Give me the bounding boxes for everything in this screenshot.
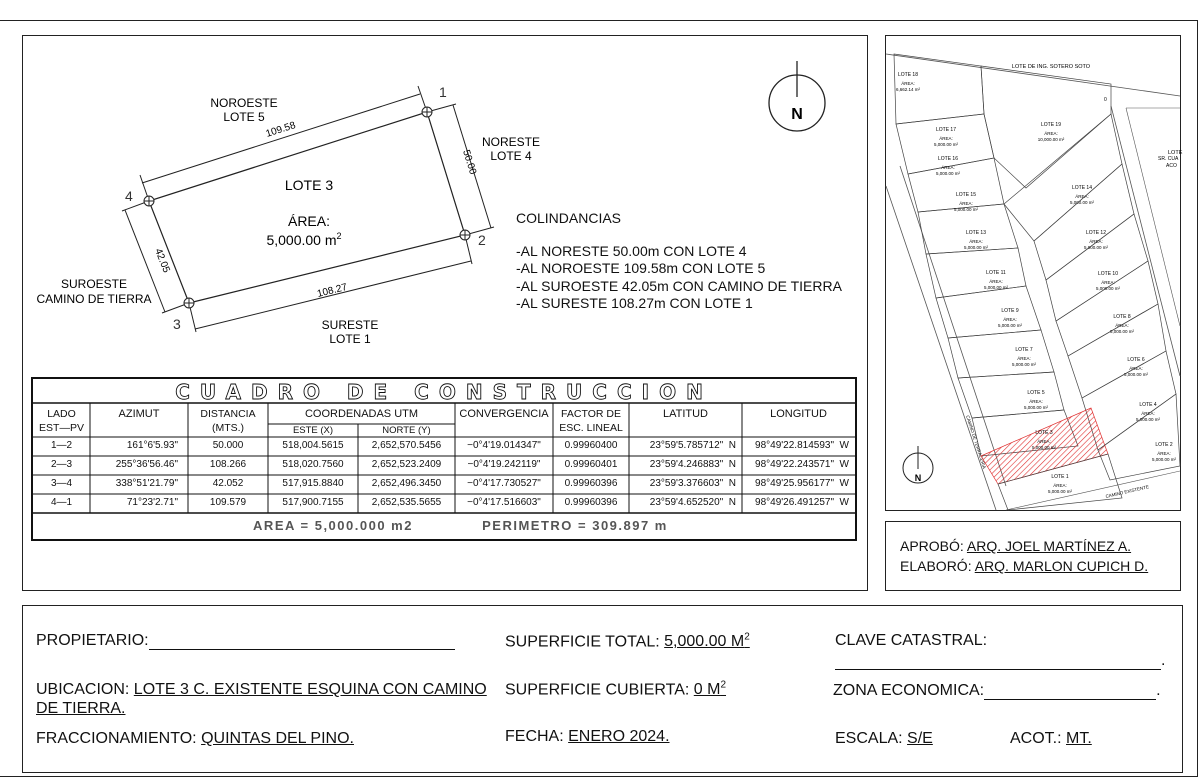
map-lot-name: LOTE 15 [955, 192, 977, 198]
vertex-1-marker [422, 107, 432, 117]
map-lot-area-label: ÁREA: [939, 136, 953, 141]
fraccionamiento-value: QUINTAS DEL PINO. [201, 730, 354, 747]
table-cell-azimut: 161°6'5.93" [126, 440, 178, 451]
map-north-arrow-icon [903, 446, 933, 483]
table-cell-norte: 2,652,523.2409 [371, 459, 442, 470]
map-lot-area-label: ÁREA: [1089, 239, 1103, 244]
table-cell-azimut: 338°51'21.79" [115, 478, 178, 489]
map-lot-area: 5,000.00 m² [1023, 405, 1049, 410]
map-lot [1034, 164, 1134, 280]
header-azimut: AZIMUT [118, 408, 160, 420]
acot-value: MT. [1066, 730, 1092, 747]
colindancia-line: -AL SURESTE 108.27m CON LOTE 1 [516, 295, 753, 311]
neighbor-noroeste-lot: LOTE 5 [223, 110, 265, 124]
header-coordenadas: COORDENADAS UTM [304, 408, 419, 420]
vertex-label-2: 2 [478, 232, 486, 248]
map-lot-outline [1004, 114, 1122, 241]
north-arrow-icon [769, 61, 825, 131]
neighbor-suroeste-lot: CAMINO DE TIERRA [36, 292, 152, 306]
map-lot-area-label: ÁREA: [1003, 317, 1017, 322]
side-length-suroeste: 42.05 [152, 247, 172, 275]
superficie-total-field: SUPERFICIE TOTAL: 5,000.00 $M^2$ [505, 632, 750, 651]
table-cell-este: 517,915.8840 [282, 478, 344, 489]
side-length-sureste: 108.27 [316, 281, 349, 300]
table-row [33, 456, 855, 475]
map-lot-name: LOTE 10 [1097, 271, 1119, 277]
map-lot-area: 5,000.00 m² [963, 245, 989, 250]
map-lot-area-label: ÁREA: [1129, 366, 1143, 371]
table-cell-conv: −0°4'19.014347" [467, 440, 541, 451]
map-lot-area-label: ÁREA: [1017, 356, 1031, 361]
map-lot-area: 5,000.00 m² [933, 142, 959, 147]
vertex-label-4: 4 [125, 188, 133, 204]
map-lot [936, 270, 1041, 338]
vertex-label-1: 1 [439, 84, 447, 100]
map-point-label: 0 [1104, 97, 1107, 103]
map-lot-name: LOTE 6 [1127, 357, 1145, 363]
perimetro-footer: PERIMETRO = 309.897 m [482, 518, 668, 533]
map-lot-area: 5,000.00 m² [953, 207, 979, 212]
map-lot-area-label: ÁREA: [1029, 399, 1043, 404]
map-lot-area: 5,000.00 m² [997, 323, 1023, 328]
table-cell-este: 518,004.5615 [282, 440, 344, 451]
map-lot-outline [908, 158, 1004, 212]
propietario-field: PROPIETARIO: [36, 632, 455, 650]
map-lot-area-label: ÁREA: [989, 279, 1003, 284]
superficie-cubierta-field: SUPERFICIE CUBIERTA: 0 $M^2$ [505, 680, 727, 699]
map-lot-area: 5,000.00 m² [1123, 372, 1149, 377]
header-factor: FACTOR DE ESC. LINEAL [559, 408, 623, 434]
table-cell-lat: 23°59'5.785712" N [649, 440, 736, 451]
lot-plan-drawing [22, 35, 868, 380]
ubicacion-value-line2: DE TIERRA. [36, 700, 126, 717]
header-longitud: LONGITUD [770, 408, 827, 420]
vertex-4-marker [144, 196, 154, 206]
table-cell-norte: 2,652,570.5456 [371, 440, 442, 451]
svg-text:N: N [914, 473, 922, 483]
lot-area-label: ÁREA: [287, 213, 331, 229]
map-lot-area-label: ÁREA: [1157, 451, 1171, 456]
aprobo-value: ARQ. JOEL MARTÍNEZ A. [966, 538, 1132, 554]
table-row [33, 475, 855, 494]
map-lot-name: LOTE 14 [1071, 185, 1093, 191]
approvals-panel [885, 521, 1181, 591]
table-cell-conv: −0°4'17.516603" [467, 497, 541, 508]
table-cell-conv: −0°4'19.242119" [467, 459, 541, 470]
construction-table-title [33, 379, 855, 403]
header-latitud: LATITUD [662, 408, 709, 420]
map-edge-label: LOTE [1168, 150, 1183, 156]
neighbor-sureste-direction: SURESTE [321, 318, 379, 332]
table-cell-norte: 2,652,535.5655 [371, 497, 442, 508]
table-cell-dist: 42.052 [212, 478, 244, 489]
map-lot [958, 347, 1064, 418]
table-cell-lat: 23°59'4.246883" N [649, 459, 736, 470]
map-lot-area-label: ÁREA: [1141, 411, 1155, 416]
construction-table-footer [33, 513, 855, 539]
map-lot-area: 6,662.14 m² [895, 87, 921, 92]
construction-table [31, 377, 857, 541]
map-lot-name: LOTE 16 [937, 156, 959, 162]
map-lot-area-label: ÁREA: [901, 81, 915, 86]
map-lot-outline [948, 330, 1054, 378]
map-lot-name: LOTE 7 [1015, 347, 1033, 353]
table-cell-este: 518,020.7560 [282, 459, 344, 470]
map-lot-area: 5,000.00 m² [1095, 286, 1121, 291]
map-lot-area: 5,000.00 m² [1031, 445, 1057, 450]
map-lot-area-label: ÁREA: [969, 239, 983, 244]
map-lot [908, 156, 1004, 212]
map-lot-name: LOTE 2 [1155, 442, 1173, 448]
neighbor-noreste-lot: LOTE 4 [490, 149, 532, 163]
map-lot-area: 5,000.00 m² [1011, 362, 1037, 367]
clave-catastral-field: CLAVE CATASTRAL: [835, 632, 988, 649]
map-lot-name: LOTE 18 [897, 72, 919, 78]
vertex-2-marker [460, 230, 470, 240]
map-lot-area: 5,000.00 m² [1135, 417, 1161, 422]
map-lot-area-label: ÁREA: [1101, 280, 1115, 285]
table-cell-lon: 98°49'22.814593" W [755, 440, 849, 451]
table-cell-factor: 0.99960396 [564, 497, 618, 508]
map-lot [1004, 114, 1122, 241]
elaboro-line: ELABORÓ: ARQ. MARLON CUPICH D. [900, 558, 1149, 574]
neighbor-noroeste-direction: NOROESTE [210, 96, 278, 110]
map-lot-name: LOTE 9 [1001, 308, 1019, 314]
map-lot-name: LOTE 12 [1085, 230, 1107, 236]
fecha-field: FECHA: ENERO 2024. [505, 728, 670, 745]
escala-value: S/E [907, 730, 933, 747]
map-lot-area: 5,000.00 m² [1047, 489, 1073, 494]
map-lot-area-label: ÁREA: [1044, 131, 1058, 136]
colindancias-block [516, 210, 842, 313]
map-lot-outline [1034, 164, 1134, 280]
vertex-3-marker [184, 298, 194, 308]
svg-text:CUADRO DE CONSTRUCCION: CUADRO DE CONSTRUCCION [175, 380, 713, 404]
map-lot-area-label: ÁREA: [1115, 323, 1129, 328]
escala-field: ESCALA: S/E [835, 730, 933, 747]
table-cell-norte: 2,652,496.3450 [371, 478, 442, 489]
map-lot [981, 66, 1111, 188]
map-lot-area: 5,000.00 m² [1069, 200, 1095, 205]
map-lot-area-label: ÁREA: [959, 201, 973, 206]
colindancia-line: -AL NORESTE 50.00m CON LOTE 4 [516, 242, 747, 259]
map-lot-area-label: ÁREA: [1075, 194, 1089, 199]
table-cell-azimut: 255°36'56.46" [115, 459, 178, 470]
table-cell-factor: 0.99960401 [564, 459, 618, 470]
map-road-left-label: CAMINO DE TERRACERIA [965, 414, 988, 470]
table-cell-factor: 0.99960396 [564, 478, 618, 489]
table-cell-lado: 1—2 [50, 440, 73, 451]
header-lado: LADO EST—PV [39, 408, 84, 434]
map-lot-area: 10,000.00 m² [1037, 137, 1065, 142]
header-este: ESTE (X) [292, 425, 334, 436]
area-footer: AREA = 5,000.000 m2 [253, 518, 413, 533]
zona-economica-field: ZONA ECONOMICA: . [833, 682, 1161, 699]
map-road-top-label: LOTE DE ING. SOTERO SOTO [1011, 64, 1091, 70]
ubicacion-value: LOTE 3 C. EXISTENTE ESQUINA CON CAMINO [133, 681, 487, 698]
table-cell-lon: 98°49'26.491257" W [755, 497, 849, 508]
table-cell-azimut: 71°23'2.71" [126, 497, 178, 508]
table-cell-este: 517,900.7155 [282, 497, 344, 508]
table-cell-lado: 4—1 [50, 497, 73, 508]
subdivision-map [886, 36, 1183, 510]
map-lot-area: 5,000.00 m² [1109, 329, 1135, 334]
location-map-panel [885, 35, 1181, 511]
table-cell-factor: 0.99960400 [564, 440, 618, 451]
map-lot-name: LOTE 11 [986, 270, 1006, 276]
neighbor-suroeste-direction: SUROESTE [60, 277, 128, 291]
acot-field: ACOT.: MT. [1010, 730, 1092, 747]
map-lot [981, 408, 1108, 484]
neighbor-noreste-direction: NORESTE [481, 135, 541, 149]
header-norte: NORTE (Y) [382, 425, 431, 436]
map-lot-area: 5,000.00 m² [1083, 245, 1109, 250]
side-length-noroeste: 109.58 [264, 120, 298, 140]
table-cell-lado: 2—3 [50, 459, 73, 470]
colindancia-line: -AL SUROESTE 42.05m CON CAMINO DE TIERRA [516, 277, 842, 294]
map-lot [894, 54, 984, 124]
map-lot-area-label: ÁREA: [1037, 439, 1051, 444]
lot-area-value: 5,000.00 $m^2$ [266, 231, 342, 248]
map-lot-name: LOTE 8 [1113, 314, 1131, 320]
map-lot-name: LOTE 4 [1139, 402, 1157, 408]
table-cell-lon: 98°49'22.243571" W [755, 459, 849, 470]
table-row [33, 494, 855, 513]
table-cell-dist: 108.266 [209, 459, 247, 470]
map-lot-area-label: ÁREA: [941, 165, 955, 170]
colindancia-line: -AL NOROESTE 109.58m CON LOTE 5 [516, 260, 766, 276]
map-edge-label: SR. CUA [1158, 156, 1179, 162]
lot-title: LOTE 3 [284, 177, 334, 193]
map-edge-label: ACO [1166, 163, 1177, 169]
map-lot-area-label: ÁREA: [1053, 483, 1067, 488]
vertex-label-3: 3 [173, 316, 181, 332]
table-cell-conv: −0°4'17.730527" [467, 478, 541, 489]
dimension-line-noroeste [142, 94, 420, 183]
map-lot-name: LOTE 13 [965, 230, 987, 236]
table-cell-lat: 23°59'3.376603" N [649, 478, 736, 489]
header-convergencia: CONVERGENCIA [459, 408, 549, 420]
map-lot-name: LOTE 5 [1027, 390, 1045, 396]
map-lot-name: LOTE 1 [1051, 474, 1069, 480]
table-cell-lat: 23°59'4.652520" N [649, 497, 736, 508]
map-lot-area: 5,000.00 m² [935, 171, 961, 176]
fecha-value: ENERO 2024. [568, 728, 670, 745]
table-cell-lon: 98°49'25.956177" W [755, 478, 849, 489]
map-lot-area: 5,000.00 m² [983, 285, 1009, 290]
map-lot-name: LOTE 19 [1040, 122, 1062, 128]
superficie-total-value: 5,000.00 $M^2$ [664, 632, 750, 651]
side-length-noreste: 50.00 [460, 148, 479, 176]
table-cell-lado: 3—4 [50, 478, 73, 489]
neighbor-sureste-lot: LOTE 1 [329, 332, 371, 346]
table-row [33, 437, 855, 456]
map-lot-outline [936, 286, 1041, 338]
superficie-cubierta-value: 0 $M^2$ [693, 680, 727, 699]
map-road-bottom-label: CAMINO EXISTENTE [1105, 484, 1150, 499]
map-lot-name: LOTE 17 [935, 127, 957, 133]
clave-catastral-line: . [835, 652, 1165, 670]
colindancias-title: COLINDANCIAS [516, 210, 622, 226]
table-cell-dist: 109.579 [209, 497, 247, 508]
aprobo-line: APROBÓ: ARQ. JOEL MARTÍNEZ A. [900, 538, 1132, 554]
map-lot-area: 5,000.00 m² [1151, 457, 1177, 462]
header-distancia: DISTANCIA (MTS.) [200, 408, 256, 434]
elaboro-value: ARQ. MARLON CUPICH D. [974, 558, 1149, 574]
table-cell-dist: 50.000 [212, 440, 244, 451]
ubicacion-field: UBICACION: LOTE 3 C. EXISTENTE ESQUINA CON CAMINO DE TIERRA. [36, 681, 487, 717]
map-lot-name: LOTE 3 [1035, 430, 1053, 436]
fraccionamiento-field: FRACCIONAMIENTO: QUINTAS DEL PINO. [36, 730, 354, 747]
north-arrow-label: N [791, 106, 803, 123]
map-lot [948, 308, 1054, 378]
